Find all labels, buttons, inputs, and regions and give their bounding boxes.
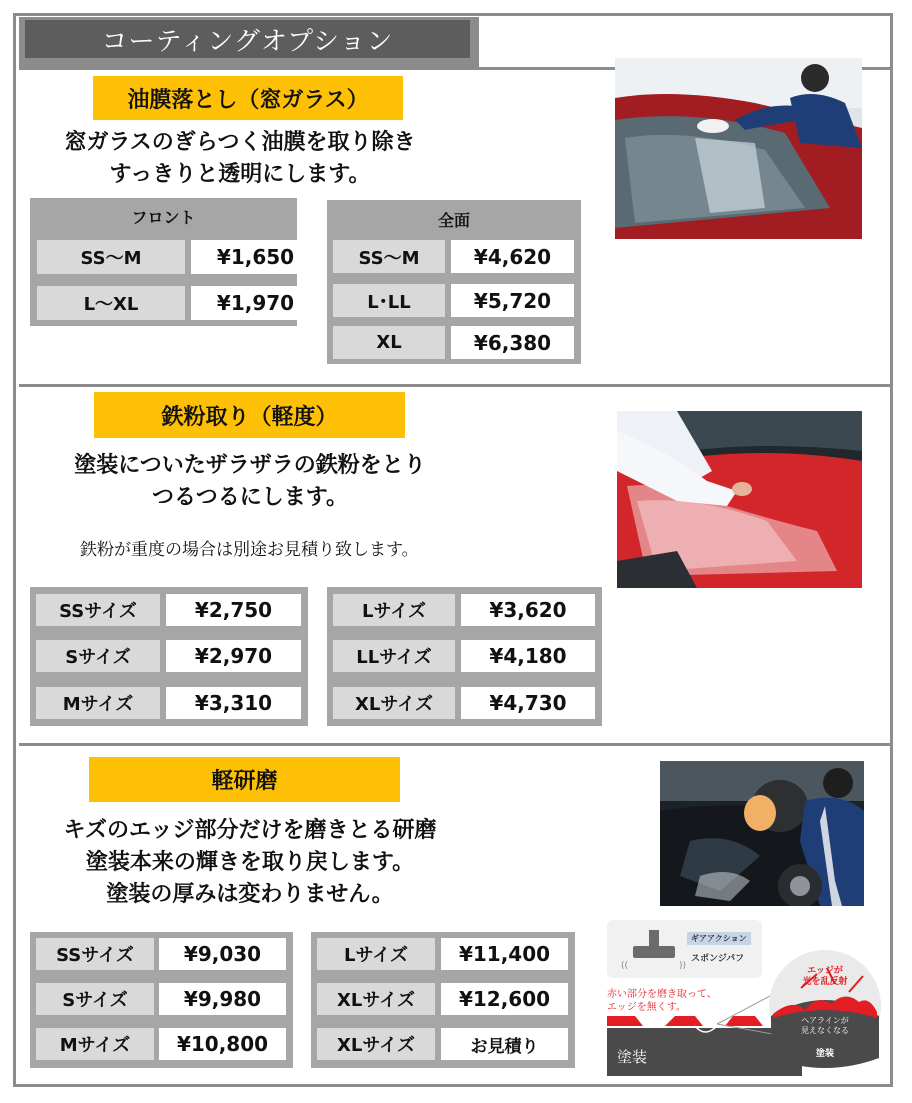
size-label: SS～M [333, 240, 445, 273]
zoom-top-line: エッジが [807, 966, 843, 976]
zoom-mid-line: ヘアラインが [801, 1016, 849, 1025]
size-label: Sサイズ [36, 640, 160, 672]
paint-label: 塗装 [617, 1048, 648, 1066]
price-value: ¥5,720 [451, 284, 574, 317]
desc-line: 窓ガラスのぎらつく油膜を取り除き [64, 130, 416, 155]
zoom-paint-label: 塗装 [815, 1049, 834, 1059]
section-divider [19, 743, 893, 746]
desc-line: 塗装本来の輝きを取り戻します。 [85, 850, 415, 875]
price-value: ¥12,600 [441, 983, 568, 1015]
price-table-left [30, 587, 308, 726]
desc-line: すっきりと透明にします。 [109, 162, 371, 187]
size-label: SSサイズ [36, 594, 160, 626]
price-value: ¥1,650 [191, 240, 320, 274]
size-label: Mサイズ [36, 1028, 154, 1060]
polish-diagram [605, 918, 883, 1083]
price-table-left [30, 932, 293, 1068]
page-title: コーティングオプション [25, 20, 470, 58]
size-label: Sサイズ [36, 983, 154, 1015]
price-value: ¥1,970 [191, 286, 320, 320]
desc-line: つるつるにします。 [151, 485, 349, 510]
size-label: Mサイズ [36, 687, 160, 719]
desc-line: 塗装についたザラザラの鉄粉をとり [74, 453, 426, 478]
desc-line: 塗装の厚みは変わりません。 [106, 882, 394, 907]
section-title-oil-film: 油膜落とし（窓ガラス） [93, 76, 403, 120]
photo-polishing [660, 761, 864, 906]
estimate-note: 鉄粉が重度の場合は別途お見積り致します。 [80, 540, 419, 560]
price-table-right [327, 587, 602, 726]
zoom-mid-note [791, 1016, 859, 1036]
svg-text:)): )) [679, 961, 687, 970]
price-value: ¥3,620 [461, 594, 595, 626]
price-value: ¥9,980 [159, 983, 286, 1015]
price-value: ¥4,730 [461, 687, 595, 719]
section-title-light-polish: 軽研磨 [89, 757, 400, 802]
size-label: L～XL [37, 286, 185, 320]
price-table-all [327, 200, 581, 364]
section-divider [19, 384, 893, 387]
size-label: XLサイズ [317, 983, 435, 1015]
zoom-mid-line: 見えなくなる [801, 1026, 849, 1035]
zoom-top-line: 光を乱反射 [802, 977, 848, 987]
section-desc-iron-powder [30, 450, 470, 514]
price-value: ¥10,800 [159, 1028, 286, 1060]
price-table-front [30, 198, 297, 326]
price-value: ¥4,620 [451, 240, 574, 273]
size-label: Lサイズ [333, 594, 455, 626]
tool-name: スポンジパフ [691, 954, 745, 964]
tool-tag: ギアアクション [687, 932, 751, 945]
table-caption: 全面 [437, 211, 470, 230]
size-label: XL [333, 326, 445, 359]
photo-iron-powder-removal [617, 411, 862, 588]
size-label: SSサイズ [36, 938, 154, 970]
size-label: LLサイズ [333, 640, 455, 672]
svg-text:((: (( [621, 961, 629, 970]
price-value: ¥3,310 [166, 687, 301, 719]
price-value: お見積り [441, 1028, 568, 1060]
section-desc-oil-film [30, 127, 450, 191]
size-label: XLサイズ [333, 687, 455, 719]
size-label: Lサイズ [317, 938, 435, 970]
price-value: ¥6,380 [451, 326, 574, 359]
red-note-line: エッジを無くす。 [607, 1002, 686, 1013]
table-caption: フロント [131, 208, 196, 227]
price-value: ¥4,180 [461, 640, 595, 672]
section-desc-light-polish [40, 815, 460, 911]
size-label: L･LL [333, 284, 445, 317]
price-table-right [311, 932, 575, 1068]
photo-window-cleaning [615, 58, 862, 239]
size-label: SS～M [37, 240, 185, 274]
price-value: ¥11,400 [441, 938, 568, 970]
red-note-line: 赤い部分を磨き取って、 [607, 989, 717, 1000]
price-value: ¥9,030 [159, 938, 286, 970]
zoom-top-note [795, 966, 855, 988]
price-value: ¥2,750 [166, 594, 301, 626]
desc-line: キズのエッジ部分だけを磨きとる研磨 [63, 818, 437, 843]
section-title-iron-powder: 鉄粉取り（軽度） [94, 392, 405, 438]
size-label: XLサイズ [317, 1028, 435, 1060]
price-value: ¥2,970 [166, 640, 301, 672]
